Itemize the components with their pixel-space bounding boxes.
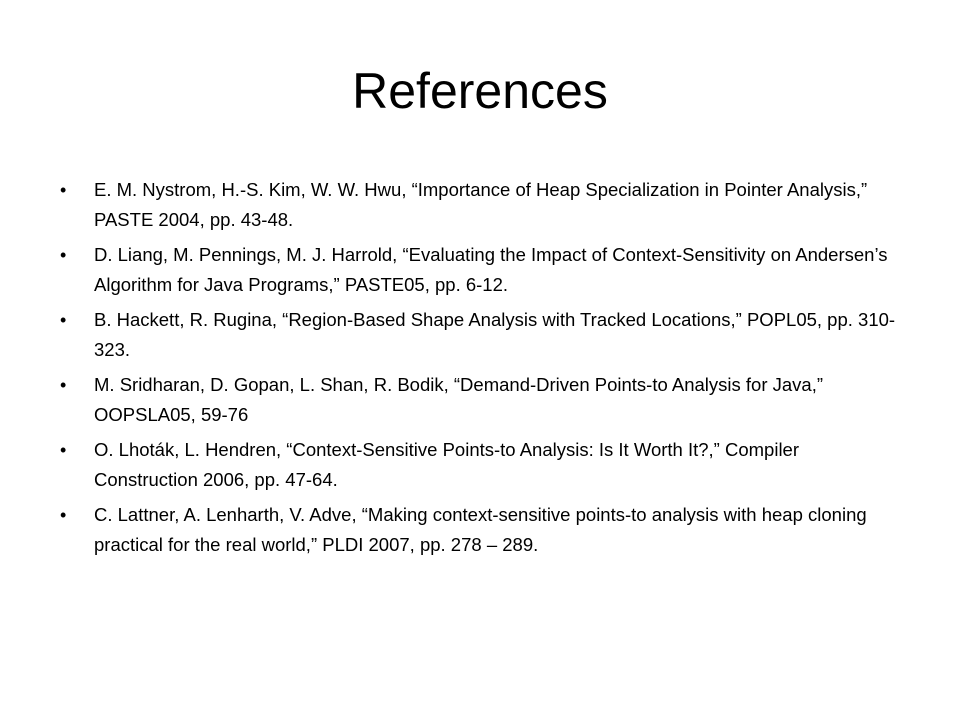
- reference-text: D. Liang, M. Pennings, M. J. Harrold, “Evaluating the Impact of Context-Sensitivity on Andersen’s Algorithm for Java Programs,” PASTE05, pp. 6-12.: [94, 244, 888, 295]
- reference-item: [60, 305, 900, 365]
- reference-item: [60, 175, 900, 235]
- bullet-icon: •: [60, 310, 67, 330]
- bullet-icon: •: [60, 375, 67, 395]
- reference-text: M. Sridharan, D. Gopan, L. Shan, R. Bodik, “Demand-Driven Points-to Analysis for Java,” OOPSLA05, 59-76: [94, 374, 824, 425]
- references-list: [60, 175, 900, 565]
- reference-item: [60, 240, 900, 300]
- bullet-icon: •: [60, 245, 67, 265]
- bullet-icon: •: [60, 505, 67, 525]
- bullet-icon: •: [60, 180, 67, 200]
- reference-text: B. Hackett, R. Rugina, “Region-Based Shape Analysis with Tracked Locations,” POPL05, pp. 310-323.: [94, 309, 896, 360]
- reference-item: [60, 500, 900, 560]
- reference-text: O. Lhoták, L. Hendren, “Context-Sensitive Points-to Analysis: Is It Worth It?,” Compiler Construction 2006, pp. 47-64.: [94, 439, 800, 490]
- reference-item: [60, 370, 900, 430]
- bullet-icon: •: [60, 440, 67, 460]
- reference-item: [60, 435, 900, 495]
- reference-text: C. Lattner, A. Lenharth, V. Adve, “Making context-sensitive points-to analysis with heap cloning practical for the real world,” PLDI 2007, pp. 278 – 289.: [94, 504, 867, 555]
- slide-title: References: [352, 63, 608, 119]
- reference-text: E. M. Nystrom, H.-S. Kim, W. W. Hwu, “Importance of Heap Specialization in Pointer Analysis,” PASTE 2004, pp. 43-48.: [94, 179, 868, 230]
